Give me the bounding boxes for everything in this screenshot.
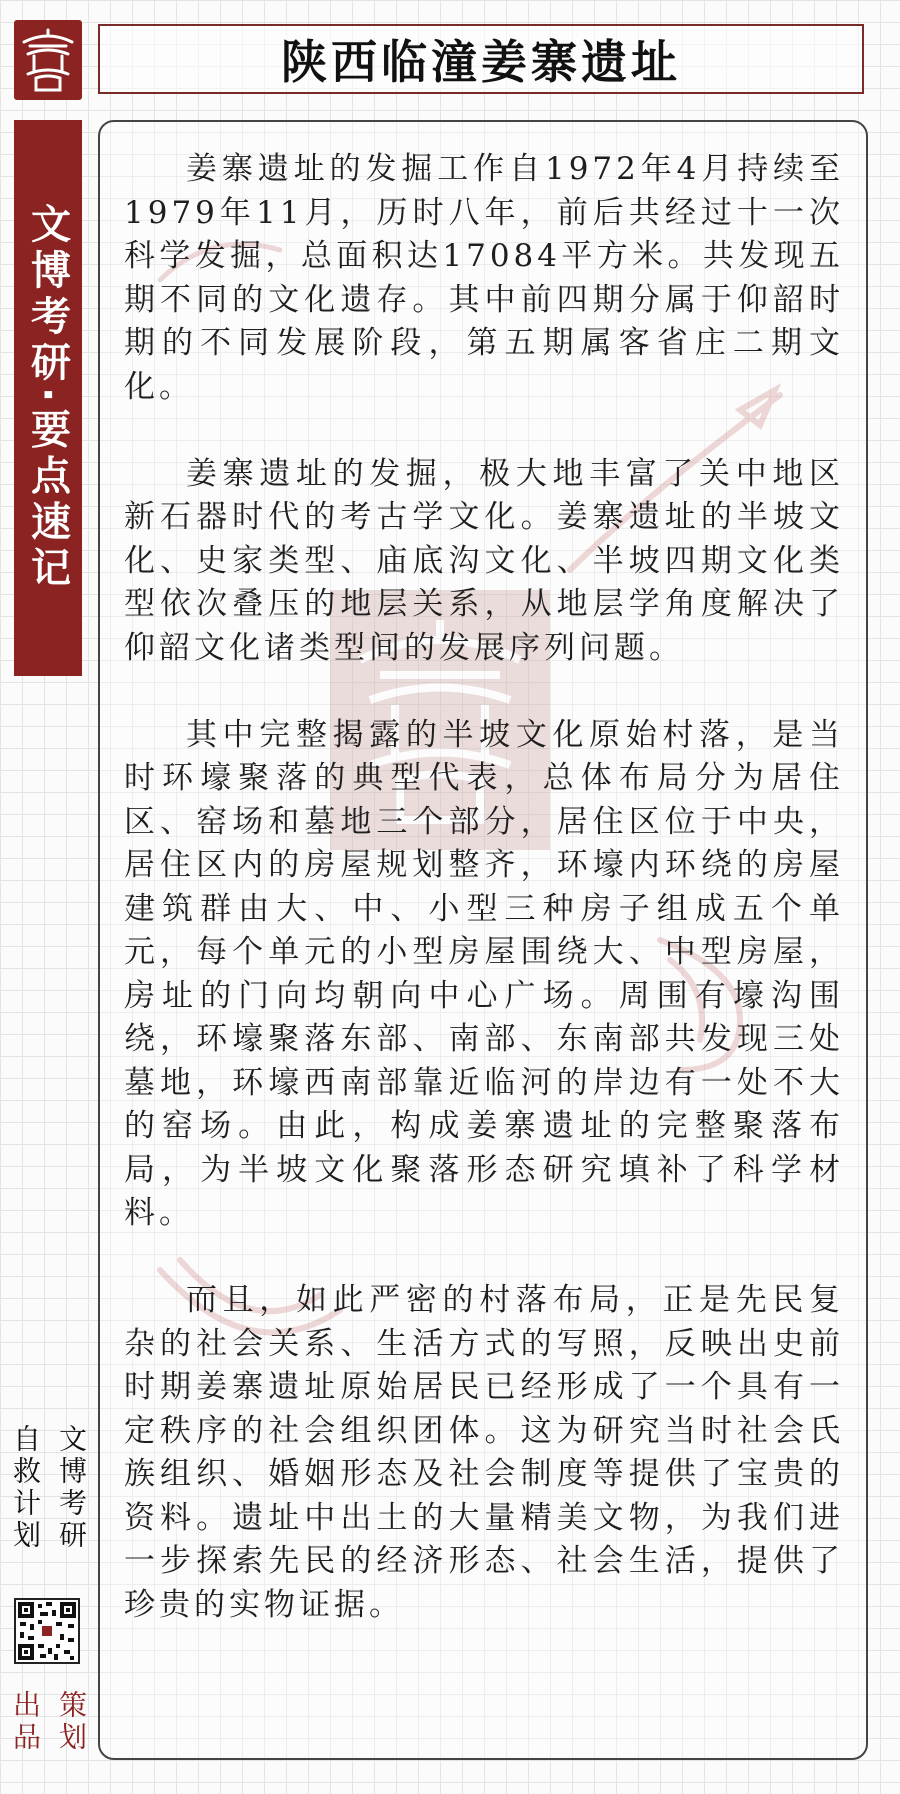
page-title: 陕西临潼姜寨遗址 xyxy=(281,35,681,89)
credit-label-col-2: 出品 xyxy=(9,1690,42,1754)
series-label-col-1: 文博考研 xyxy=(55,1424,88,1552)
article-body xyxy=(124,148,844,1671)
credit-label xyxy=(9,1690,88,1760)
credit-label-col-1: 策划 xyxy=(55,1690,88,1754)
paragraph-2: 姜寨遗址的发掘，极大地丰富了关中地区新石器时代的考古学文化。姜寨遗址的半坡文化、史家类型、庙底沟文化、半坡四期文化类型依次叠压的地层关系，从地层学角度解决了仰韶文化诸类型间的发展序列问题。 xyxy=(124,455,844,666)
series-label-col-2: 自救计划 xyxy=(9,1424,42,1552)
side-banner xyxy=(14,120,82,676)
temple-logo-icon xyxy=(14,20,82,100)
qr-code-icon[interactable] xyxy=(14,1598,80,1664)
series-label xyxy=(9,1424,88,1574)
paragraph-3: 其中完整揭露的半坡文化原始村落，是当时环壕聚落的典型代表，总体布局分为居住区、窑场和墓地三个部分，居住区位于中央，居住区内的房屋规划整齐，环壕内环绕的房屋建筑群由大、中、小型三种房子组成五个单元，每个单元的小型房屋围绕大、中型房屋，房址的门向均朝向中心广场。周围有壕沟围绕，环壕聚落东部、南部、东南部共发现三处墓地，环壕西南部靠近临河的岸边有一处不大的窑场。由此，构成姜寨遗址的完整聚落布局，为半坡文化聚落形态研究填补了科学材料。 xyxy=(124,716,844,1231)
paragraph-1: 姜寨遗址的发掘工作自1972年4月持续至1979年11月，历时八年，前后共经过十一次科学发掘，总面积达17084平方米。共发现五期不同的文化遗存。其中前四期分属于仰韶时期的不同发展阶段，第五期属客省庄二期文化。 xyxy=(124,151,844,405)
side-banner-text: 文博考研·要点速记 xyxy=(24,203,71,593)
title-box xyxy=(98,24,864,94)
paragraph-4: 而且，如此严密的村落布局，正是先民复杂的社会关系、生活方式的写照，反映出史前时期姜寨遗址原始居民已经形成了一个具有一定秩序的社会组织团体。这为研究当时社会氏族组织、婚姻形态及社会制度等提供了宝贵的资料。遗址中出土的大量精美文物，为我们进一步探索先民的经济形态、社会生活，提供了珍贵的实物证据。 xyxy=(124,1282,844,1623)
